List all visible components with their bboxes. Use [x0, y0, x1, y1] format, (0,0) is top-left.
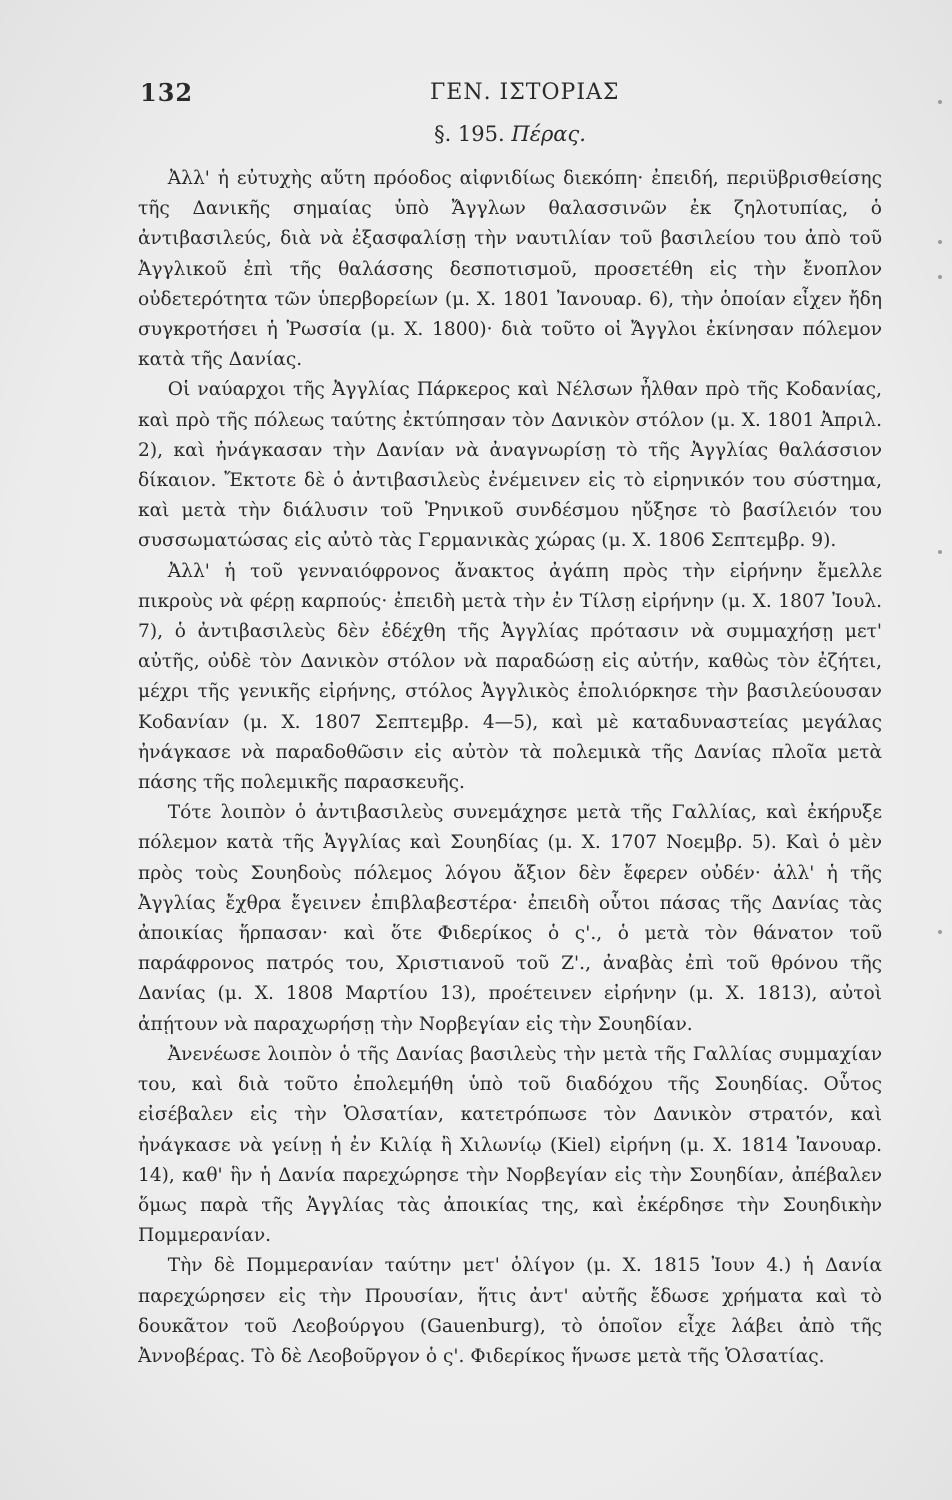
page-header — [140, 78, 880, 114]
running-head: ΓΕΝ. ΙΣΤΟΡΙΑΣ — [430, 80, 620, 105]
paragraph-5: Ἀνενέωσε λοιπὸν ὁ τῆς Δανίας βασιλεὺς τὴν μετὰ τῆς Γαλλίας συμμαχίαν του, καὶ διὰ τοῦτο ἐπολεμήθη ὑπὸ τοῦ διαδόχου τῆς Σουηδίας. Οὗτος εἰσέβαλεν εἰς τὴν Ὁλσατίαν, κατετρόπωσε τὸν Δανικὸν στρατόν, καὶ ἠνάγκασε νὰ γείνῃ ἡ ἐν Κιλίᾳ ἢ Χιλωνίῳ (Kiel) εἰρήνη (μ. Χ. 1814 Ἰανουαρ. 14), καθ' ἣν ἡ Δανία παρεχώρησε τὴν Νορβεγίαν εἰς τὴν Σουηδίαν, ἀπέβαλεν ὅμως παρὰ τῆς Ἀγγλίας τὰς ἀποικίας της, καὶ ἐκέρδησε τὴν Σουηδικὴν Πομμερανίαν. — [138, 1043, 882, 1247]
paragraph-4: Τότε λοιπὸν ὁ ἀντιβασιλεὺς συνεμάχησε μετὰ τῆς Γαλλίας, καὶ ἐκήρυξε πόλεμον κατὰ τῆς Ἀγγλίας καὶ Σουηδίας (μ. Χ. 1707 Νοεμβρ. 5). Καὶ ὁ μὲν πρὸς τοὺς Σουηδοὺς πόλεμος λόγου ἄξιον δὲν ἔφερεν οὐδέν· ἀλλ' ἡ τῆς Ἀγγλίας ἔχθρα ἔγεινεν ἐπιβλαβεστέρα· ἐπειδὴ οὗτοι πάσας τῆς Δανίας τὰς ἀποικίας ἥρπασαν· καὶ ὅτε Φιδερίκος ὁ ς'., ὁ μετὰ τὸν θάνατον τοῦ παράφρονος πατρός του, Χριστιανοῦ τοῦ Ζ'., ἀναβὰς ἐπὶ τοῦ θρόνου τῆς Δανίας (μ. Χ. 1808 Μαρτίου 13), προέτεινεν εἰρήνην (μ. Χ. 1813), αὐτοὶ ἀπῄτουν νὰ παραχωρήσῃ τὴν Νορβεγίαν εἰς τὴν Σουηδίαν. — [138, 802, 882, 1035]
section-number: §. 195. — [434, 122, 505, 146]
body-text — [138, 164, 882, 1404]
paragraph-3: Ἀλλ' ἡ τοῦ γενναιόφρονος ἄνακτος ἀγάπη πρὸς τὴν εἰρήνην ἔμελλε πικροὺς νὰ φέρῃ καρπούς· ἐπειδὴ μετὰ τὴν ἐν Τίλσῃ εἰρήνην (μ. Χ. 1807 Ἰουλ. 7), ὁ ἀντιβασιλεὺς δὲν ἐδέχθη τῆς Ἀγγλίας πρότασιν νὰ συμμαχήσῃ μετ' αὐτῆς, οὐδὲ τὸν Δανικὸν στόλον νὰ παραδώσῃ εἰς αὐτήν, καθὼς τὸν ἐζήτει, μέχρι τῆς γενικῆς εἰρήνης, στόλος Ἀγγλικὸς ἐπολιόρκησε τὴν βασιλεύουσαν Κοδανίαν (μ. Χ. 1807 Σεπτεμβρ. 4—5), καὶ μὲ καταδυναστείας μεγάλας ἠνάγκασε νὰ παραδοθῶσιν εἰς αὐτὸν τὰ πολεμικὰ τῆς Δανίας πλοῖα μετὰ πάσης τῆς πολεμικῆς παρασκευῆς. — [138, 560, 882, 794]
paragraph-6: Τὴν δὲ Πομμερανίαν ταύτην μετ' ὀλίγον (μ. Χ. 1815 Ἰουν 4.) ἡ Δανία παρεχώρησεν εἰς τὴν Προυσίαν, ἥτις ἀντ' αὐτῆς ἔδωσε χρήματα καὶ τὸ δουκᾶτον τοῦ Λεοβούργου (Gauenburg), τὸ ὁποῖον εἶχε λάβει ἀπὸ τῆς Ἀννοβέρας. Τὸ δὲ Λεοβοῦργον ὁ ς'. Φιδερίκος ἥνωσε μετὰ τῆς Ὁλσατίας. — [138, 1255, 882, 1367]
page-edge-specks — [922, 90, 942, 990]
section-title: Πέρας. — [511, 122, 586, 146]
edge-speck — [938, 100, 942, 104]
paragraph-1: Ἀλλ' ἡ εὐτυχὴς αὕτη πρόοδος αἰφνιδίως διεκόπη· ἐπειδή, περιϋβρισθείσης τῆς Δανικῆς σημαίας ὑπὸ Ἄγγλων θαλασσινῶν ἐκ ζηλοτυπίας, ὁ ἀντιβασιλεύς, διὰ νὰ ἐξασφαλίσῃ τὴν ναυτιλίαν τοῦ βασιλείου του ἀπὸ τοῦ Ἀγγλικοῦ ἐπὶ τῆς θαλάσσης δεσποτισμοῦ, προσετέθη εἰς τὴν ἔνοπλον οὐδετερότητα τῶν ὑπερβορείων (μ. Χ. 1801 Ἰανουαρ. 6), τὴν ὁποίαν εἶχεν ἤδη συγκροτήσει ἡ Ῥωσσία (μ. Χ. 1800)· διὰ τοῦτο οἱ Ἄγγλοι ἐκίνησαν πόλεμον κατὰ τῆς Δανίας. — [138, 168, 882, 371]
edge-speck — [938, 240, 942, 244]
section-heading — [140, 122, 880, 146]
page-number: 132 — [140, 78, 194, 107]
paragraph-2: Οἱ ναύαρχοι τῆς Ἀγγλίας Πάρκερος καὶ Νέλσων ἦλθαν πρὸ τῆς Κοδανίας, καὶ πρὸ τῆς πόλεως ταύτης ἐκτύπησαν τὸν Δανικὸν στόλον (μ. Χ. 1801 Ἀπριλ. 2), καὶ ἠνάγκασαν τὴν Δανίαν νὰ ἀναγνωρίσῃ τὸ τῆς Ἀγγλίας θαλάσσιον δίκαιον. Ἔκτοτε δὲ ὁ ἀντιβασιλεὺς ἐνέμεινεν εἰς τὸ εἰρηνικόν του σύστημα, καὶ μετὰ τὴν διάλυσιν τοῦ Ῥηνικοῦ συνδέσμου ηὔξησε τὸ βασίλειόν του συσσωματώσας εἰς αὐτὸ τὰς Γερμανικὰς χώρας (μ. Χ. 1806 Σεπτεμβρ. 9). — [138, 379, 882, 552]
edge-speck — [938, 550, 942, 554]
edge-speck — [938, 275, 942, 279]
edge-speck — [938, 930, 942, 934]
